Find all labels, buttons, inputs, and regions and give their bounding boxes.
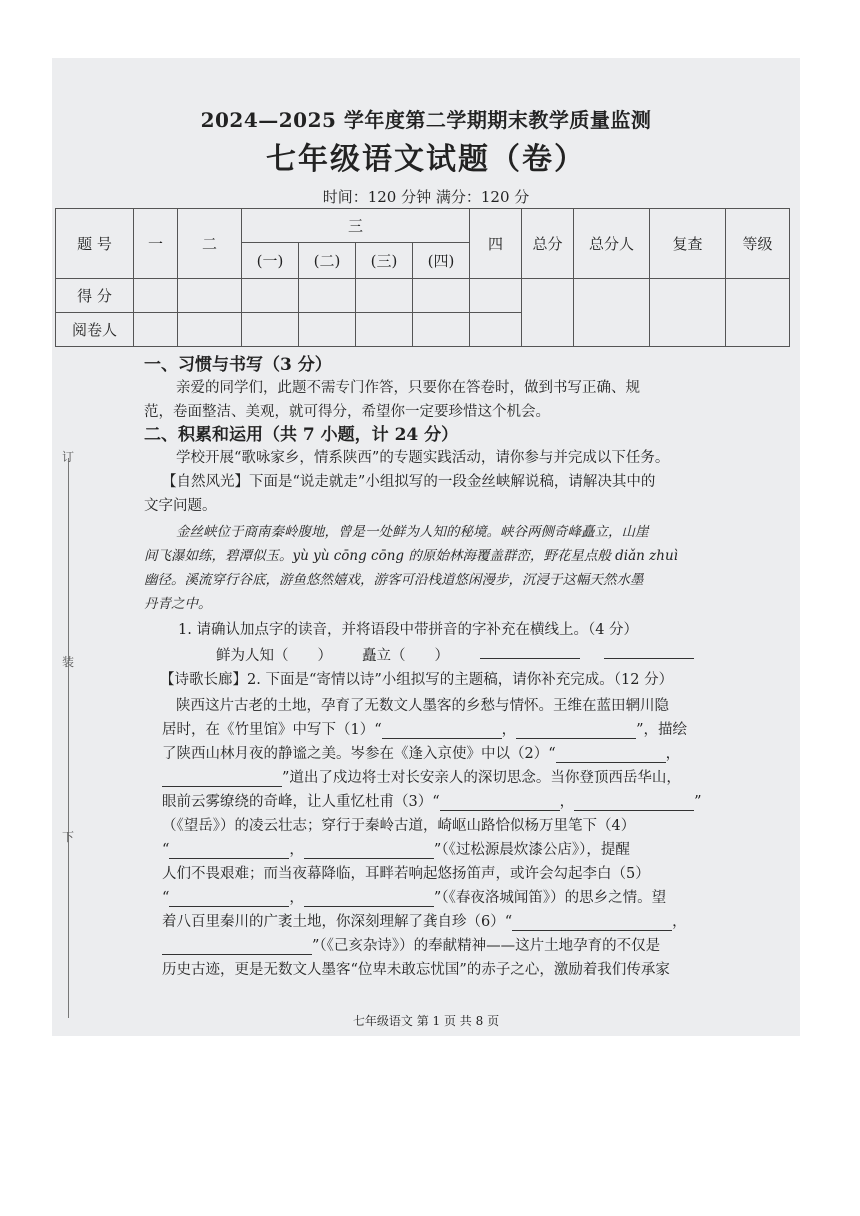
section1-text-line1: 亲爱的同学们，此题不需专门作答，只要你在答卷时，做到书写正确、规 [176,380,640,396]
answer-blank[interactable] [162,772,282,787]
poem-text: ”（《春夜洛城闻笛》）的思乡之情。望 [433,890,667,906]
poem-text: ， [289,842,304,858]
poem-text: ， [672,914,687,930]
answer-blank[interactable] [169,844,289,859]
col-header-3-sub-2: (二) [299,243,356,279]
poem-text: ”（《过松源晨炊漆公店》），提醒 [433,842,630,858]
score-cell [413,279,470,313]
answer-blank[interactable] [304,892,434,907]
margin-char-zhuang: 装 [62,655,75,669]
poem-text: ， [501,722,517,738]
col-header-4: 四 [470,209,522,279]
question-1-item-1: 鲜为人知（ ） [216,648,332,664]
poetry-prompt: 【诗歌长廊】2. 下面是“寄情以诗”小组拟写的主题稿，请你补充完成。（12 分） [160,672,674,688]
passage-line3: 幽径。溪流穿行谷底，游鱼悠然嬉戏，游客可沿栈道悠闲漫步，沉浸于这幅天然水墨 [144,572,644,588]
poem-line-8: 人们不畏艰难；而当夜幕降临，耳畔若响起悠扬笛声，或许会勾起李白（5） [162,866,650,882]
row-header-label: 题 号 [56,209,134,279]
nature-prompt-line2: 文字问题。 [144,498,217,514]
poem-line-9 [162,886,666,907]
poem-text: ” [694,794,702,810]
section2-heading: 二、积累和运用（共 7 小题，计 24 分） [144,425,459,445]
exam-title-line1: 2024—2025 学年度第二学期期末教学质量监测 [200,108,652,132]
grader-cell [178,313,242,347]
poem-text: ”（《己亥杂诗》）的奉献精神——这片土地孕育的不仅是 [312,938,661,954]
answer-blank[interactable] [480,644,580,659]
question-1-item-2: 矗立（ ） [362,648,449,664]
col-header-total: 总分 [522,209,574,279]
col-header-3-sub-1: (一) [242,243,299,279]
score-cell [356,279,413,313]
answer-blank[interactable] [169,892,289,907]
poem-text: ， [665,746,681,762]
poem-text: ， [289,890,304,906]
score-cell [178,279,242,313]
answer-blank[interactable] [382,724,502,739]
score-cell [470,279,522,313]
grader-cell [413,313,470,347]
page-footer: 七年级语文 第 1 页 共 8 页 [352,1014,500,1028]
answer-blank[interactable] [304,844,434,859]
col-header-1: 一 [134,209,178,279]
score-cell [134,279,178,313]
tallier-cell [574,279,650,347]
grader-cell [356,313,413,347]
answer-blank[interactable] [556,748,666,763]
poem-line-10 [162,910,687,931]
grader-cell [134,313,178,347]
poem-line-5 [162,790,702,811]
answer-blank[interactable] [574,796,694,811]
binding-line [68,458,69,1018]
poem-text: 着八百里秦川的广袤土地，你深刻理解了龚自珍（6）“ [162,914,513,930]
section2-intro: 学校开展“歌咏家乡，情系陕西”的专题实践活动，请你参与并完成以下任务。 [176,450,670,466]
answer-blank[interactable] [516,724,636,739]
nature-prompt-line1: 【自然风光】下面是“说走就走”小组拟写的一段金丝峡解说稿，请解决其中的 [162,474,656,490]
poem-text: ”道出了戍边将士对长安亲人的深切思念。当你登顶西岳华山， [282,770,681,786]
passage-line4: 丹青之中。 [144,596,212,612]
answer-blank[interactable] [604,644,694,659]
section1-heading: 一、习惯与书写（3 分） [144,355,332,375]
poem-line-6: （《望岳》）的凌云壮志；穿行于秦岭古道，崎岖山路恰似杨万里笔下（4） [162,818,636,834]
question-1: 1. 请确认加点字的读音，并将语段中带拼音的字补充在横线上。（4 分） [178,622,639,638]
poem-text: 眼前云雾缭绕的奇峰，让人重忆杜甫（3）“ [162,794,440,810]
poem-text: “ [162,842,170,858]
score-cell [299,279,356,313]
section1-text-line2: 范，卷面整洁、美观，就可得分，希望你一定要珍惜这个机会。 [144,404,550,420]
col-header-2: 二 [178,209,242,279]
poem-line-7 [162,838,630,859]
recheck-cell [650,279,726,347]
poem-line-11 [162,934,660,955]
exam-time-info: 时间：120 分钟 满分：120 分 [322,188,530,206]
col-header-3-sub-3: (三) [356,243,413,279]
row-label-grader: 阅卷人 [56,313,134,347]
answer-blank[interactable] [512,916,672,931]
col-header-recheck: 复查 [650,209,726,279]
poem-text: ， [559,794,575,810]
passage-line2: 间飞瀑如练，碧潭似玉。yù yù cōng cōng 的原始林海覆盖群峦，野花星点般 diǎn zhuì [144,548,678,564]
col-header-3-sub-4: (四) [413,243,470,279]
poem-text: ”，描绘 [636,722,688,738]
row-label-score: 得 分 [56,279,134,313]
poem-text: “ [162,890,170,906]
score-cell [242,279,299,313]
grader-cell [470,313,522,347]
col-header-grade: 等级 [726,209,790,279]
grade-cell [726,279,790,347]
passage-line1: 金丝峡位于商南秦岭腹地，曾是一处鲜为人知的秘境。峡谷两侧奇峰矗立，山崖 [176,524,649,540]
poem-line-4 [162,766,681,787]
answer-blank[interactable] [440,796,560,811]
exam-paper [52,58,800,1036]
margin-char-ding: 订 [62,450,75,464]
poem-line-3 [162,742,680,763]
poem-line-1: 陕西这片古老的土地，孕育了无数文人墨客的乡愁与情怀。王维在蓝田辋川隐 [176,698,669,714]
poem-line-12: 历史古迹，更是无数文人墨客“位卑未敢忘忧国”的赤子之心，激励着我们传承家 [162,962,670,978]
poem-text: 居时，在《竹里馆》中写下（1）“ [162,722,382,738]
score-table [55,208,790,347]
answer-blank[interactable] [162,940,312,955]
col-header-tallier: 总分人 [574,209,650,279]
total-cell [522,279,574,347]
margin-char-xia: 下 [62,830,75,844]
grader-cell [299,313,356,347]
poem-text: 了陕西山林月夜的静谧之美。岑参在《逢入京使》中以（2）“ [162,746,556,762]
grader-cell [242,313,299,347]
col-header-3: 三 [242,209,470,243]
exam-title-line2: 七年级语文试题（卷） [266,142,586,177]
poem-line-2 [162,718,687,739]
